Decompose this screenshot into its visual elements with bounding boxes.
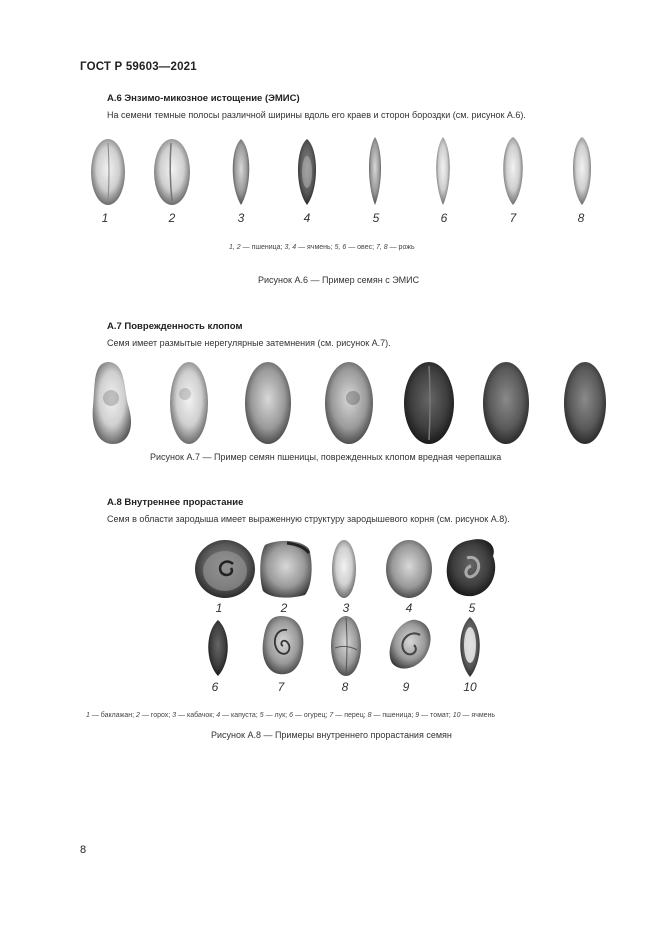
seed-image-a8-7 bbox=[259, 614, 307, 678]
section-a6-text: На семени темные полосы различной ширины вдоль его краев и сторон бороздки (см. рисунок А.6). bbox=[107, 110, 526, 120]
seed-image-a8-4 bbox=[384, 538, 434, 600]
seed-image-a8-6 bbox=[203, 618, 233, 678]
seed-image-a6-3 bbox=[228, 137, 254, 207]
seed-image-a6-1 bbox=[88, 137, 128, 207]
figure-a6-legend: 1, 2 — пшеница; 3, 4 — ячмень; 5, 6 — овес; 7, 8 — рожь bbox=[229, 244, 415, 251]
figure-a6-label: 7 bbox=[509, 211, 517, 225]
seed-image-a8-9 bbox=[386, 617, 436, 675]
figure-a6-caption: Рисунок А.6 — Пример семян с ЭМИС bbox=[258, 275, 420, 285]
figure-a8-label: 4 bbox=[405, 601, 413, 615]
figure-a7-caption: Рисунок А.7 — Пример семян пшеницы, поврежденных клопом вредная черепашка bbox=[150, 452, 502, 462]
section-a8-text: Семя в области зародыша имеет выраженную структуру зародышевого корня (см. рисунок А.8). bbox=[107, 514, 510, 524]
seed-image-a8-2 bbox=[257, 539, 313, 599]
seed-image-a6-7 bbox=[498, 135, 528, 207]
seed-image-a8-5 bbox=[443, 536, 499, 600]
seed-image-a7-3 bbox=[243, 360, 293, 446]
seed-image-a7-4 bbox=[323, 360, 375, 446]
figure-a8-label: 2 bbox=[280, 601, 288, 615]
section-a6-title: А.6 Энзимо-микозное истощение (ЭМИС) bbox=[107, 93, 300, 104]
figure-a8-label: 7 bbox=[277, 680, 285, 694]
page-number: 8 bbox=[80, 844, 87, 856]
seed-image-a6-2 bbox=[152, 137, 192, 207]
figure-a6-label: 4 bbox=[303, 211, 311, 225]
seed-image-a7-6 bbox=[481, 360, 531, 446]
section-a8-title: А.8 Внутреннее прорастание bbox=[107, 497, 244, 508]
figure-a6-label: 2 bbox=[168, 211, 176, 225]
figure-a8-label: 10 bbox=[463, 680, 477, 694]
figure-a8-label: 9 bbox=[402, 680, 410, 694]
figure-a6-label: 3 bbox=[237, 211, 245, 225]
seed-image-a6-4 bbox=[293, 137, 321, 207]
figure-a8-label: 1 bbox=[215, 601, 223, 615]
figure-a6-label: 8 bbox=[577, 211, 585, 225]
seed-image-a7-2 bbox=[168, 360, 210, 446]
seed-image-a6-5 bbox=[364, 135, 386, 207]
figure-a6-label: 1 bbox=[101, 211, 109, 225]
figure-a8-label: 6 bbox=[211, 680, 219, 694]
section-a7-title: А.7 Поврежденность клопом bbox=[107, 321, 243, 332]
figure-a6-label: 5 bbox=[372, 211, 380, 225]
figure-a8-caption: Рисунок А.8 — Примеры внутреннего прорастания семян bbox=[211, 730, 452, 740]
seed-image-a7-5 bbox=[402, 360, 456, 446]
seed-image-a8-10 bbox=[455, 615, 485, 679]
seed-image-a7-1 bbox=[87, 360, 137, 446]
figure-a8-label: 5 bbox=[468, 601, 476, 615]
seed-image-a8-3 bbox=[330, 538, 358, 600]
section-a7-text: Семя имеет размытые нерегулярные затемнения (см. рисунок А.7). bbox=[107, 338, 391, 348]
figure-a6-label: 6 bbox=[440, 211, 448, 225]
seed-image-a6-6 bbox=[432, 135, 454, 207]
seed-image-a8-1 bbox=[193, 538, 257, 600]
document-header: ГОСТ Р 59603—2021 bbox=[80, 61, 197, 73]
figure-a8-legend: 1 — баклажан; 2 — горох; 3 — кабачок; 4 — капуста; 5 — лук; 6 — огурец; 7 — перец; 8 — пшеница; 9 — томат; 10 — ячмень bbox=[86, 712, 496, 719]
figure-a8-label: 3 bbox=[342, 601, 350, 615]
seed-image-a6-8 bbox=[568, 135, 596, 207]
figure-a8-label: 8 bbox=[341, 680, 349, 694]
seed-image-a8-8 bbox=[329, 614, 363, 678]
seed-image-a7-7 bbox=[562, 360, 608, 446]
